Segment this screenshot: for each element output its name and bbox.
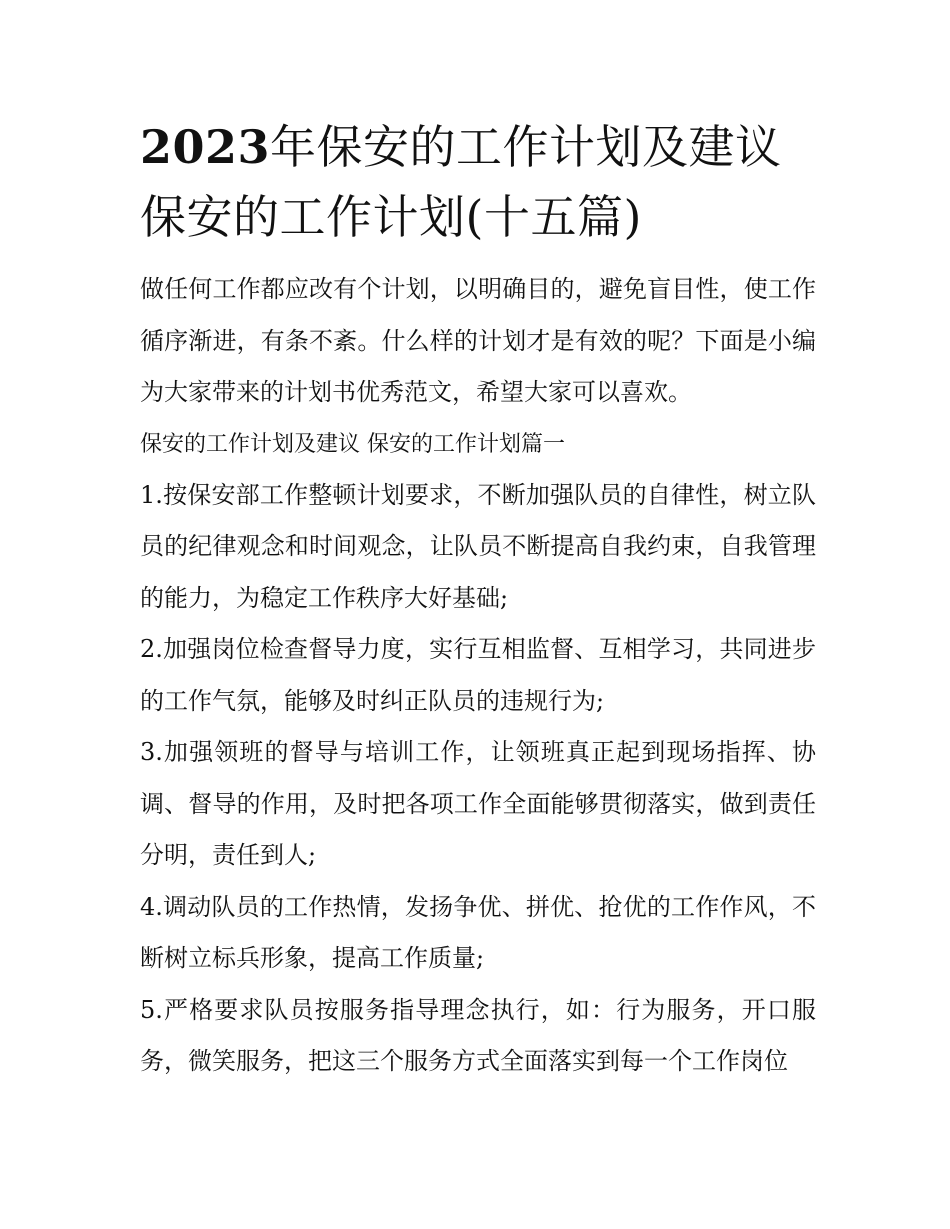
section-heading: 保安的工作计划及建议 保安的工作计划篇一 — [140, 431, 565, 457]
list-item: 5.严格要求队员按服务指导理念执行，如：行为服务，开口服务，微笑服务，把这三个服务方式全面落实到每一个工作岗位 — [140, 995, 816, 1075]
list-item: 3.加强领班的督导与培训工作，让领班真正起到现场指挥、协调、督导的作用，及时把各项工作全面能够贯彻落实，做到责任分明，责任到人; — [140, 738, 816, 869]
title-text: 年保安的工作计划及建议保安的工作计划(十五篇) — [140, 120, 782, 244]
list-item: 2.加强岗位检查督导力度，实行互相监督、互相学习，共同进步的工作气氛，能够及时纠正队员的违规行为; — [140, 635, 816, 715]
list-item: 4.调动队员的工作热情，发扬争优、拼优、抢优的工作作风，不断树立标兵形象，提高工作质量; — [140, 892, 816, 972]
list-item: 1.按保安部工作整顿计划要求，不断加强队员的自律性，树立队员的纪律观念和时间观念，让队员不断提高自我约束，自我管理的能力，为稳定工作秩序大好基础; — [140, 480, 816, 612]
document-title — [140, 112, 816, 252]
intro-paragraph: 做任何工作都应改有个计划，以明确目的，避免盲目性，使工作循序渐进，有条不紊。什么样的计划才是有效的呢？下面是小编为大家带来的计划书优秀范文，希望大家可以喜欢。 — [140, 275, 816, 406]
document-page — [140, 112, 816, 1088]
document-body — [140, 264, 816, 1088]
title-year: 2023 — [140, 120, 271, 174]
